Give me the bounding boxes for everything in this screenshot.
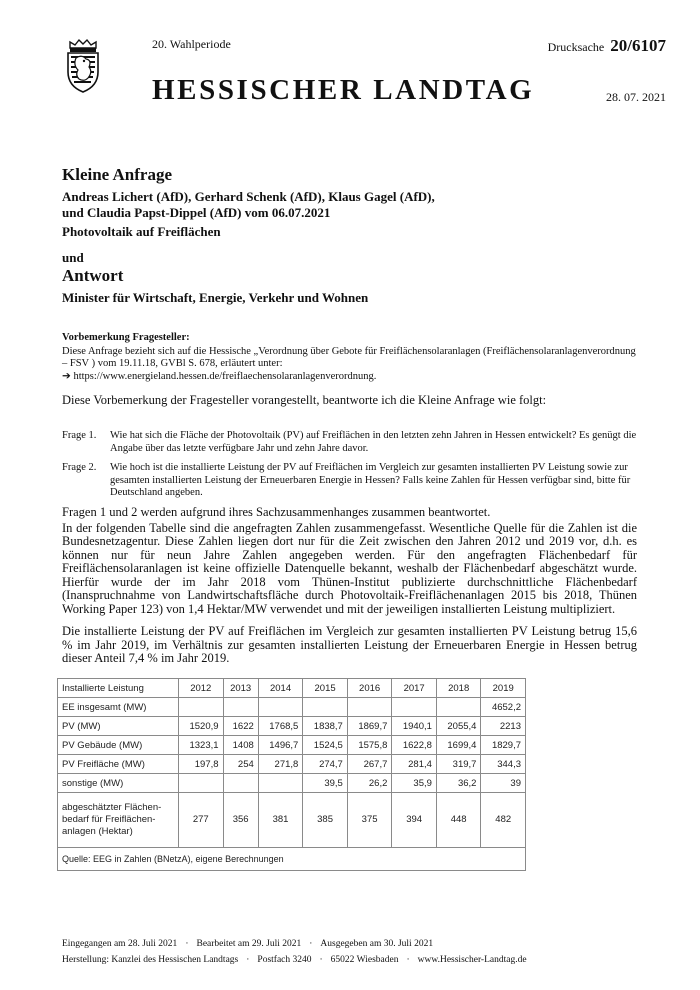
table-row (58, 717, 526, 736)
table-cell: 2055,4 (436, 717, 481, 736)
table-cell (179, 774, 224, 793)
frage-1-text: Wie hat sich die Fläche der Photovoltaik (PV) auf Freiflächen in den letzten zehn Jahren in Hessen entwickelt? Es genügt die Angabe über das letzte verfügbare Jahr und zehn Jahre davor. (110, 430, 637, 454)
footer-separator: · (319, 955, 323, 965)
row-label: PV Freifläche (MW) (58, 755, 179, 774)
drucksache (548, 36, 666, 56)
table-cell: 35,9 (392, 774, 437, 793)
table-cell: 254 (223, 755, 258, 774)
table-cell: 274,7 (303, 755, 348, 774)
area-label-line: abgeschätzter Flächen- (62, 802, 162, 813)
table-cell: 1496,7 (258, 736, 303, 755)
table-source: Quelle: EEG in Zahlen (BNetzA), eigene Berechnungen (58, 848, 526, 871)
frage-2-label: Frage 2. (62, 462, 97, 473)
table-cell: 448 (436, 793, 481, 848)
minister: Minister für Wirtschaft, Energie, Verkehr und Wohnen (62, 290, 369, 305)
vorbemerkung (62, 332, 637, 383)
table-cell: 1622 (223, 717, 258, 736)
row-label: sonstige (MW) (58, 774, 179, 793)
table-cell: 1829,7 (481, 736, 526, 755)
table-cell: 281,4 (392, 755, 437, 774)
footer-bearbeitet: Bearbeitet am 29. Juli 2021 (196, 939, 302, 949)
row-label: EE insgesamt (MW) (58, 698, 179, 717)
vorbemerkung-link-line (62, 371, 637, 384)
table-row (58, 755, 526, 774)
table-cell: 1838,7 (303, 717, 348, 736)
footer-web-link[interactable]: www.Hessischer-Landtag.de (417, 955, 527, 965)
footer-postfach: Postfach 3240 (257, 955, 312, 965)
table-cell: 277 (179, 793, 224, 848)
antwort-heading: Antwort (62, 266, 124, 285)
table-year: 2019 (481, 679, 526, 698)
table-row (58, 698, 526, 717)
row-label: PV Gebäude (MW) (58, 736, 179, 755)
table-cell (179, 698, 224, 717)
table-cell: 26,2 (347, 774, 392, 793)
vorbemerkung-title: Vorbemerkung Fragesteller: (62, 332, 190, 343)
table-cell (258, 774, 303, 793)
table-cell: 344,3 (481, 755, 526, 774)
authors-line-2: und Claudia Papst-Dippel (AfD) vom 06.07.2021 (62, 205, 331, 220)
table-cell: 1869,7 (347, 717, 392, 736)
und-label: und (62, 250, 84, 265)
arrow-right-icon: ➔ (62, 370, 71, 382)
table-cell (258, 698, 303, 717)
table-year: 2018 (436, 679, 481, 698)
vorbemerkung-link[interactable]: https://www.energieland.hessen.de/freiflaechensolaranlagenverordnung. (73, 370, 377, 382)
table-cell: 1408 (223, 736, 258, 755)
table-cell: 319,7 (436, 755, 481, 774)
table-cell: 36,2 (436, 774, 481, 793)
footer-separator: · (185, 939, 189, 949)
table-cell (392, 698, 437, 717)
table-cell: 39,5 (303, 774, 348, 793)
area-label-line: anlagen (Hektar) (62, 826, 133, 837)
table-year: 2016 (347, 679, 392, 698)
table-cell (347, 698, 392, 717)
table-header-row (58, 679, 526, 698)
table-cell: 1699,4 (436, 736, 481, 755)
table-cell: 394 (392, 793, 437, 848)
table-row (58, 736, 526, 755)
table-source-row (58, 848, 526, 871)
table-cell: 2213 (481, 717, 526, 736)
table-cell: 482 (481, 793, 526, 848)
diese-vorbemerkung: Diese Vorbemerkung der Fragesteller vorangestellt, beantworte ich die Kleine Anfrage wie folgt: (62, 393, 547, 407)
table-cell (223, 698, 258, 717)
table-cell: 271,8 (258, 755, 303, 774)
table-cell: 1622,8 (392, 736, 437, 755)
table-row-area (58, 793, 526, 848)
table-cell: 385 (303, 793, 348, 848)
title-block (62, 165, 622, 306)
table-year: 2013 (223, 679, 258, 698)
table-cell (303, 698, 348, 717)
table-cell: 381 (258, 793, 303, 848)
table-cell (223, 774, 258, 793)
frage-2-text: Wie hoch ist die installierte Leistung der PV auf Freiflächen im Vergleich zur gesamten installierten PV Leistung sowie zur gesamten installierten Leistung der Erneuerbaren Energie in Hessen? Falls keine Zahlen für Hessen verfügbar sind, bitte für Deutschland angeben. (110, 462, 631, 498)
table-cell: 1575,8 (347, 736, 392, 755)
table-year: 2017 (392, 679, 437, 698)
table-cell: 4652,2 (481, 698, 526, 717)
table-cell: 1524,5 (303, 736, 348, 755)
antwort-paragraph-1: Fragen 1 und 2 werden aufgrund ihres Sachzusammenhanges zusammen beantwortet. (62, 505, 491, 519)
antwort-text (62, 506, 637, 666)
table-cell: 39 (481, 774, 526, 793)
footer-herstellung: Herstellung: Kanzlei des Hessischen Landtags (62, 955, 239, 965)
table-cell: 1323,1 (179, 736, 224, 755)
footer-separator: · (406, 955, 410, 965)
table-cell: 197,8 (179, 755, 224, 774)
table-cell: 356 (223, 793, 258, 848)
table-year: 2014 (258, 679, 303, 698)
row-label: PV (MW) (58, 717, 179, 736)
drucksache-number: 20/6107 (610, 36, 666, 55)
footer-separator: · (309, 939, 313, 949)
table-cell: 1940,1 (392, 717, 437, 736)
hessen-coat-of-arms-icon (62, 38, 104, 94)
table-year: 2012 (179, 679, 224, 698)
footer-dates (62, 939, 433, 949)
table-row (58, 774, 526, 793)
antwort-paragraph-3: Die installierte Leistung der PV auf Freiflächen im Vergleich zur gesamten installierten PV Leistung betrug 15,6 % im Jahr 2019, im Verhältnis zur gesamten installierten Leistung der Erneuerbaren Energie in Hessen betrug dieser Anteil 7,4 % im Jahr 2019. (62, 624, 637, 665)
wahlperiode: 20. Wahlperiode (152, 37, 231, 51)
row-label-area (58, 793, 179, 848)
landtag-title: HESSISCHER LANDTAG (152, 74, 535, 106)
table-cell: 375 (347, 793, 392, 848)
table-year: 2015 (303, 679, 348, 698)
table-cell: 267,7 (347, 755, 392, 774)
document-type: Kleine Anfrage (62, 165, 173, 184)
footer-imprint (62, 955, 527, 965)
vorbemerkung-text: Diese Anfrage bezieht sich auf die Hessische „Verordnung über Gebote für Freiflächensolaranlagen (Freiflächensolaranlagenverordnung – FSV ) vom 19.11.18, GVBl S. 678, erläutert unter: (62, 345, 636, 369)
document-date: 28. 07. 2021 (606, 90, 666, 104)
frage-1 (62, 430, 637, 455)
table-cell (436, 698, 481, 717)
table-header-label: Installierte Leistung (58, 679, 179, 698)
frage-1-label: Frage 1. (62, 430, 97, 441)
footer-ort: 65022 Wiesbaden (330, 955, 399, 965)
drucksache-label: Drucksache (547, 40, 605, 54)
footer-ausgegeben: Ausgegeben am 30. Juli 2021 (320, 939, 434, 949)
antwort-paragraph-2: In der folgenden Tabelle sind die angefragten Zahlen zusammengefasst. Wesentliche Quelle für die Zahlen ist die Bundesnetzagentur. Diese Zahlen liegen dort nur für die Zeit zwischen den Jahren 2012 und 2019 vor, d.h. es können nur für neun Jahre Zahlen angegeben werden. Für den angefragten Flächenbedarf für Freiflächensolaranlagen ist keine offizielle Datenquelle bekannt, weshalb der Flächenbedarf abgeschätzt wurde. Hierfür wurde der im Jahr 2018 vom Thünen-Institut publizierte durchschnittliche Flächenbedarf (Inanspruchnahme von Landwirtschaftsfläche durch Photovoltaik-Freiflächenanlagen 2015 bis 2018, Thünen Working Paper 123) von 1,4 Hektar/MW verwendet und mit der jeweiligen installierten Leistung multipliziert. (62, 520, 637, 616)
leistung-table (57, 678, 526, 871)
frage-2 (62, 462, 637, 500)
table-cell: 1520,9 (179, 717, 224, 736)
authors-line-1: Andreas Lichert (AfD), Gerhard Schenk (AfD), Klaus Gagel (AfD), (62, 189, 435, 204)
table-cell: 1768,5 (258, 717, 303, 736)
topic: Photovoltaik auf Freiflächen (62, 224, 221, 239)
area-label-line: bedarf für Freiflächen- (62, 814, 156, 825)
footer-separator: · (246, 955, 250, 965)
footer-eingegangen: Eingegangen am 28. Juli 2021 (62, 939, 178, 949)
